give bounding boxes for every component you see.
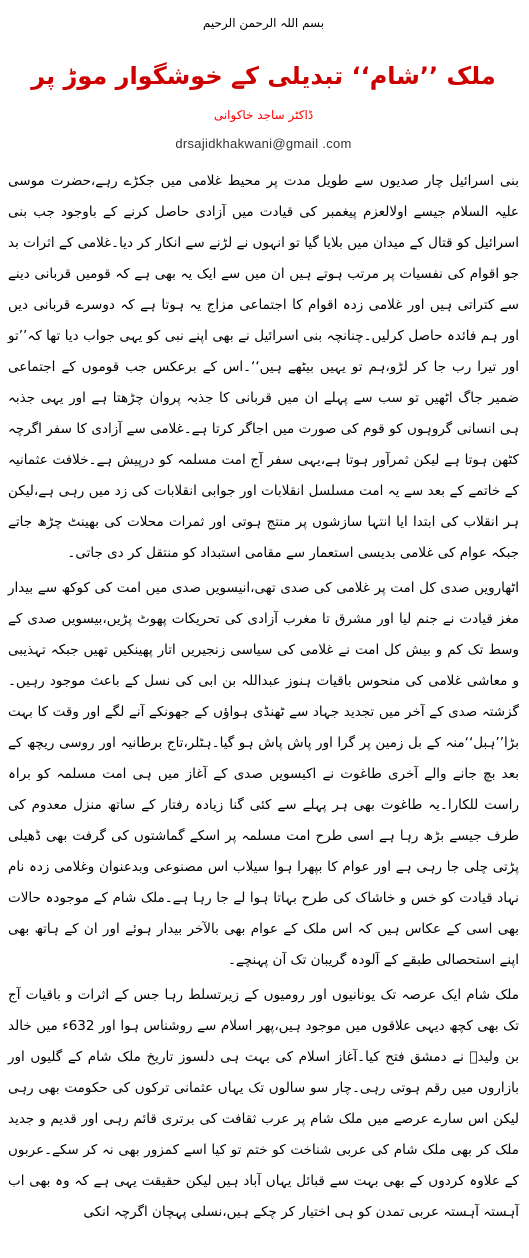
author-name: ڈاکٹر ساجد خاکوانی bbox=[213, 108, 314, 122]
paragraph-3: ملک شام ایک عرصہ تک یونانیوں اور رومیوں کے زیرتسلط رہا جس کے اثرات و باقیات آج تک بھی کچھ دیہی علاقوں میں موجود ہیں،پھر اسلام سے روشناس ہوا اور 632ء میں خالد بن ولیدؓ نے دمشق فتح کیا۔آغاز اسلام کی بہت ہی دلسوز تاریخ ملک شام کے گلیوں اور بازاروں میں رقم ہوتی رہی۔چار سو سالوں تک یہاں عثمانی ترکوں کی حکومت بھی رہی لیکن اس سارے عرصے میں ملک شام پر عرب ثقافت کی برتری قائم رہی اور قدیم و جدید ملک کر بھی ملک شام کی عربی شناخت کو ختم تو کیا اسے کمزور بھی نہ کر سکے۔عربوں کے علاوہ کردوں کے بھی بہت سے قبائل یہاں آباد ہیں لیکن حقیقت یہی ہے کہ وہ بھی اب آہستہ آہستہ عربی تمدن کو ہی اختیار کر چکے ہیں،نسلی پہچان اگرچہ انکی bbox=[8, 987, 520, 1220]
paragraph-2: اٹھارویں صدی کل امت پر غلامی کی صدی تھی،انیسویں صدی میں امت کی کوکھ سے بیدار مغز قیادت نے جنم لیا اور مشرق تا مغرب آزادی کی تحریکات پھوٹ پڑیں،بیسویں صدی کے وسط تک کم و بیش کل امت نے غلامی کی سیاسی زنجیریں اتار پھینکیں تھیں جبکہ تہذیبی و معاشی غلامی کی منحوس باقیات ہنوز عبداللہ بن ابی کی نسل کے باعث موجود رہیں۔گزشتہ صدی کے آخر میں تجدید جہاد سے ٹھنڈی ہواؤں کے جھونکے آنے لگے اور وقت کا بہت بڑا’’ہبل‘‘منہ کے بل زمین پر گرا اور پاش پاش ہو گیا۔ہٹلر،تاج برطانیہ اور روسی ریچھ کے بعد بچ جانے والے آخری طاغوت نے اکیسویں صدی کے آغاز میں ہی امت مسلمہ کو براہ راست للکارا۔یہ طاغوت بھی ہر پہلے سے کئی گنا زیادہ رفتار کے ساتھ منزل معدوم کی طرف جیسے بڑھ رہا ہے اسی طرح امت مسلمہ پر اسکے گماشتوں کی گرفت بھی ڈھیلی پڑتی چلی جا رہی ہے اور عوام کا بپھرا ہوا سیلاب اس مصنوعی وبدعنوان وغلامی زدہ نام نہاد قیادت کو خس و خاشاک کی طرح بہاتا ہوا لے جا رہا ہے۔ملک شام کے موجودہ حالات بھی اسی کے عکاس ہیں کہ اس ملک کے عوام بھی بالآخر بیدار ہوئے اور ان کے ہاتھ بھی اپنے استحصالی طبقے کے آلودہ گریبان تک آن پہنچے۔ bbox=[8, 580, 519, 968]
article-body bbox=[8, 166, 519, 1228]
author-email[interactable]: drsajidkhakwani@gmail .com bbox=[175, 136, 352, 151]
article-title: ملک ’’شام‘‘ تبدیلی کے خوشگوار موڑ پر bbox=[31, 62, 496, 90]
paragraph-1: بنی اسرائیل چار صدیوں سے طویل مدت پر محیط غلامی میں جکڑے رہے،حضرت موسی علیہ السلام جیسے اولالعزم پیغمبر کی قیادت میں آزادی حاصل کرنے کے باوجود جب بنی اسرائیل کو قتال کے میدان میں بلایا گیا تو انہوں نے لڑنے سے انکار کر دیا۔غلامی کے اثرات بد جو اقوام کی نفسیات پر مرتب ہوتے ہیں ان میں سے ایک یہ بھی ہے کہ قومیں قربانی دینے سے کتراتی ہیں اور غلامی زدہ اقوام کا اجتماعی مزاج یہ ہوتا ہے کہ دوسرے قربانی دیں اور ہم فائدہ حاصل کرلیں۔چنانچہ بنی اسرائیل نے بھی اپنے نبی کو یہی جواب دیا تھا کہ’’تو اور تیرا رب جا کر لڑو،ہم تو یہیں بیٹھے ہیں‘‘۔اس کے برعکس جب قوموں کے اجتماعی ضمیر جاگ اٹھیں تو سب سے پہلے ان میں قربانی کا جذبہ پروان چڑھتا ہے اور یہی جذبہ ہی انسانی گروہوں کو قوم کی صورت میں اجاگر کرتا ہے۔غلامی سے آزادی کا سفر اگرچہ کٹھن ہوتا ہے لیکن ثمرآور ہوتا ہے،یہی سفر آج امت مسلمہ کو درپیش ہے۔خلافت عثمانیہ کے خاتمے کے بعد سے یہ امت مسلسل انقلابات اور جوابی انقلابات کی زد میں رہی ہے،لیکن ہر انقلاب کی ابتدا ایا انتہا سازشوں پر منتج ہوتی اور ثمرات محلات کی بھینٹ چڑھ جاتے جبکہ عوام کی غلامی بدیسی استعمار سے مقامی استبداد کو منتقل کر دی جاتی۔ bbox=[8, 173, 519, 561]
bismillah: بسم اللہ الرحمن الرحیم bbox=[202, 16, 325, 30]
